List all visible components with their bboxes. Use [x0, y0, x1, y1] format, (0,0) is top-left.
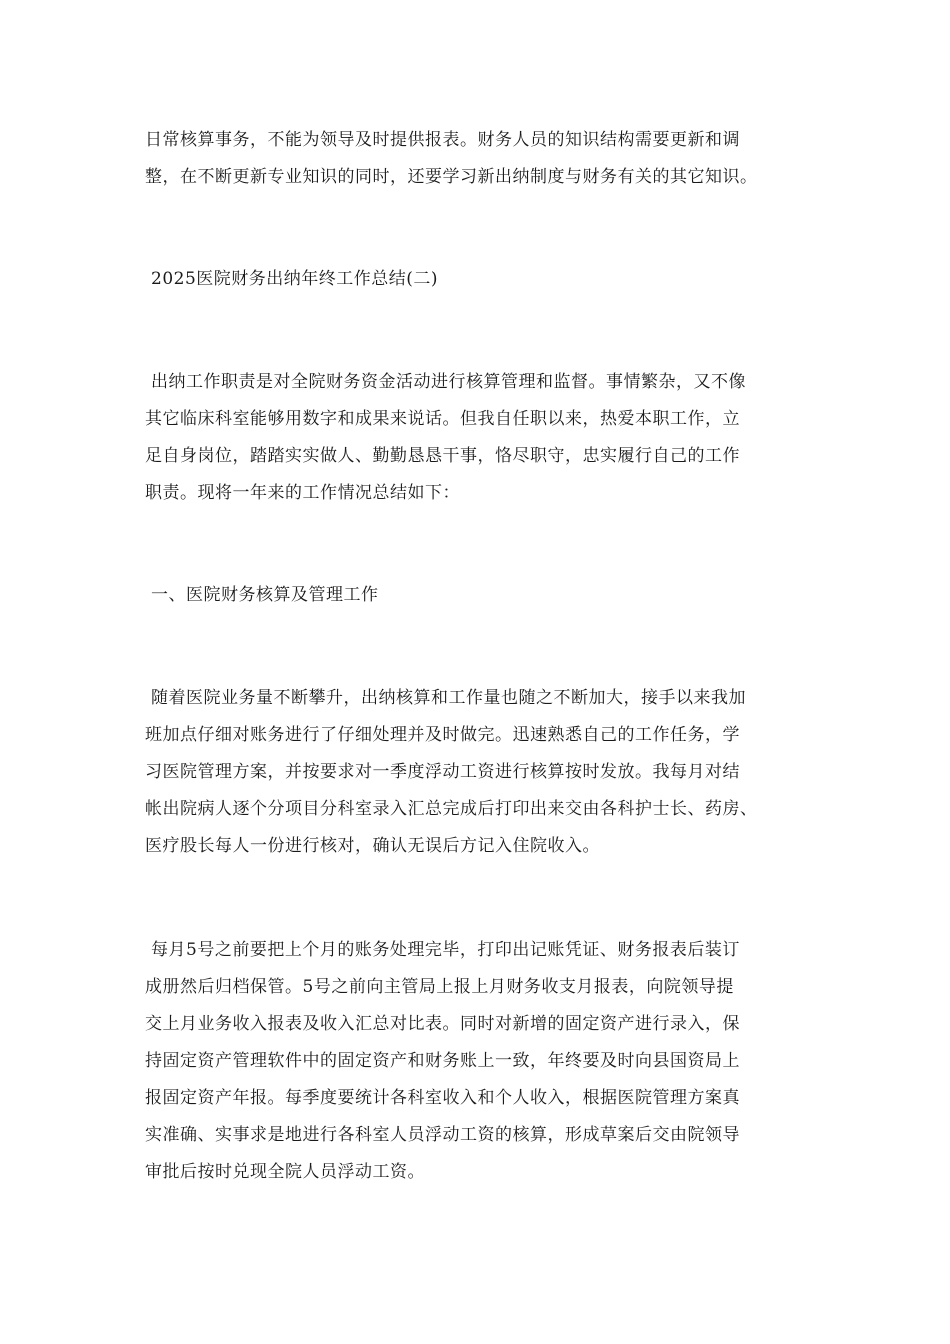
text-line: 班加点仔细对账务进行了仔细处理并及时做完。迅速熟悉自己的工作任务，学: [145, 725, 740, 745]
paragraph-monthly: [145, 932, 815, 1191]
text-line: 医疗股长每人一份进行核对，确认无误后方记入住院收入。: [145, 836, 600, 856]
text-line: 足自身岗位，踏踏实实做人、勤勤恳恳干事，恪尽职守，忠实履行自己的工作: [145, 446, 740, 466]
section-title-text: 2025医院财务出纳年终工作总结(二): [151, 269, 439, 289]
paragraph-accounting: [145, 680, 815, 865]
text-line: 交上月业务收入报表及收入汇总对比表。同时对新增的固定资产进行录入，保: [145, 1014, 740, 1034]
text-line: 审批后按时兑现全院人员浮动工资。: [145, 1162, 425, 1182]
text-line: 成册然后归档保管。5号之前向主管局上报上月财务收支月报表，向院领导提: [145, 977, 734, 997]
section-title: [145, 261, 815, 298]
text-line: 随着医院业务量不断攀升，出纳核算和工作量也随之不断加大，接手以来我加: [151, 688, 746, 708]
heading-1: [145, 577, 815, 614]
text-line: 整，在不断更新专业知识的同时，还要学习新出纳制度与财务有关的其它知识。: [145, 167, 758, 187]
heading-1-text: 一、医院财务核算及管理工作: [151, 585, 379, 605]
text-line: 出纳工作职责是对全院财务资金活动进行核算管理和监督。事情繁杂，又不像: [151, 372, 746, 392]
text-line: 日常核算事务，不能为领导及时提供报表。财务人员的知识结构需要更新和调: [145, 130, 740, 150]
text-line: 习医院管理方案，并按要求对一季度浮动工资进行核算按时发放。我每月对结: [145, 762, 740, 782]
text-line: 其它临床科室能够用数字和成果来说话。但我自任职以来，热爱本职工作，立: [145, 409, 740, 429]
text-line: 职责。现将一年来的工作情况总结如下：: [145, 483, 460, 503]
text-line: 每月5号之前要把上个月的账务处理完毕，打印出记账凭证、财务报表后装订: [151, 940, 740, 960]
text-line: 实准确、实事求是地进行各科室人员浮动工资的核算，形成草案后交由院领导: [145, 1125, 740, 1145]
paragraph-continued: [145, 122, 815, 196]
paragraph-intro: [145, 364, 815, 512]
text-line: 帐出院病人逐个分项目分科室录入汇总完成后打印出来交由各科护士长、药房、: [145, 799, 758, 819]
text-line: 持固定资产管理软件中的固定资产和财务账上一致，年终要及时向县国资局上: [145, 1051, 740, 1071]
text-line: 报固定资产年报。每季度要统计各科室收入和个人收入，根据医院管理方案真: [145, 1088, 740, 1108]
